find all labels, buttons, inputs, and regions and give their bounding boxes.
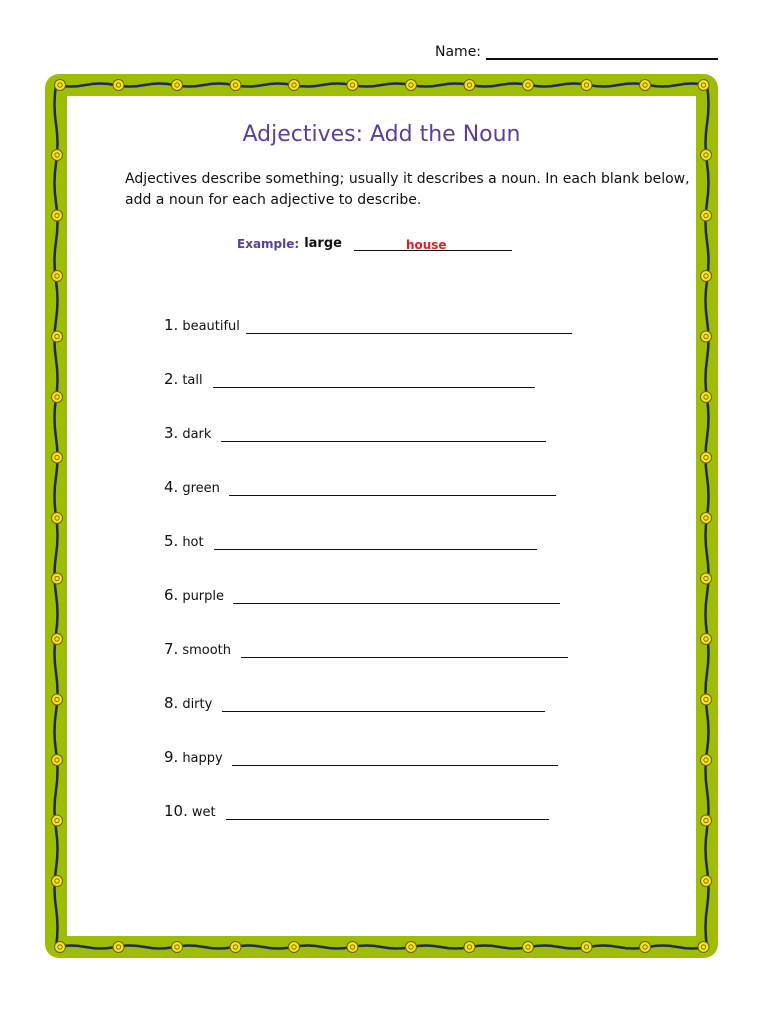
border-bead [113,942,124,953]
answer-blank[interactable] [232,751,558,766]
border-bead [581,942,592,953]
border-bead [52,392,63,403]
border-bead [52,573,63,584]
item-number: 2. [164,370,179,388]
border-bead [52,513,63,524]
item-number: 5. [164,532,179,550]
page-title: Adjectives: Add the Noun [242,122,521,147]
border-bead [52,271,63,282]
border-bead [52,694,63,705]
border-bead [172,80,183,91]
example-adjective: large [304,236,342,251]
adjective-item [164,748,558,766]
adjective-item [164,478,556,496]
answer-blank[interactable] [214,535,537,550]
adjective-item [164,532,537,550]
border-bead [230,80,241,91]
border-bead [406,942,417,953]
adjective-item [164,694,545,712]
item-number: 6. [164,586,179,604]
answer-blank[interactable] [221,427,546,442]
worksheet-body [67,96,696,936]
answer-blank[interactable] [241,643,568,658]
adjective-item [164,640,568,658]
border-bead [523,80,534,91]
border-bead [52,755,63,766]
border-bead [701,331,712,342]
border-bead [701,452,712,463]
name-blank[interactable] [486,42,718,60]
border-bead [701,694,712,705]
item-number: 10. [164,802,188,820]
adjective-item [164,424,546,442]
item-adjective: smooth [182,643,231,658]
adjective-item [164,316,572,334]
border-bead [640,80,651,91]
border-bead [52,876,63,887]
item-number: 7. [164,640,179,658]
answer-blank[interactable] [246,319,572,334]
item-adjective: green [182,481,220,496]
border-bead [289,942,300,953]
adjective-item [164,802,549,820]
item-number: 1. [164,316,179,334]
border-bead [406,80,417,91]
border-bead [464,80,475,91]
border-bead [464,942,475,953]
border-bead [640,942,651,953]
border-bead [701,876,712,887]
border-bead [701,573,712,584]
border-bead [701,815,712,826]
instructions-text: Adjectives describe something; usually it describes a noun. In each blank below, add a noun for each adjective to describe. [125,171,690,208]
border-bead [230,942,241,953]
answer-blank[interactable] [233,589,560,604]
item-number: 3. [164,424,179,442]
adjective-item [164,586,560,604]
border-bead [701,150,712,161]
border-bead [52,210,63,221]
border-bead [55,80,66,91]
border-bead [172,942,183,953]
border-string [56,946,707,949]
item-adjective: tall [182,373,203,388]
border-bead [347,80,358,91]
adjective-item [164,370,535,388]
example-blank [354,234,512,251]
border-bead [698,942,709,953]
border-bead [347,942,358,953]
border-bead [701,210,712,221]
item-adjective: dirty [182,697,213,712]
example-answer: house [405,238,447,252]
border-bead [701,513,712,524]
border-bead [52,452,63,463]
border-bead [52,634,63,645]
border-bead [701,271,712,282]
border-bead [701,634,712,645]
border-bead [55,942,66,953]
border-bead [113,80,124,91]
border-bead [52,815,63,826]
item-adjective: hot [182,535,204,550]
item-adjective: wet [191,805,216,820]
border-bead [52,331,63,342]
item-adjective: dark [182,427,212,442]
name-field [435,42,718,60]
example-row [237,234,512,251]
border-bead [701,392,712,403]
example-label: Example: [237,237,300,251]
item-number: 9. [164,748,179,766]
decorative-border [45,74,718,958]
answer-blank[interactable] [213,373,535,388]
item-adjective: happy [182,751,223,766]
border-bead [289,80,300,91]
border-bead [698,80,709,91]
answer-blank[interactable] [222,697,545,712]
item-adjective: beautiful [182,319,240,334]
border-bead [523,942,534,953]
item-adjective: purple [182,589,225,604]
answer-blank[interactable] [226,805,549,820]
border-string [56,84,707,87]
item-number: 8. [164,694,179,712]
border-bead [701,755,712,766]
name-label: Name: [435,44,482,60]
item-number: 4. [164,478,179,496]
border-bead [52,150,63,161]
border-bead [581,80,592,91]
answer-blank[interactable] [229,481,556,496]
